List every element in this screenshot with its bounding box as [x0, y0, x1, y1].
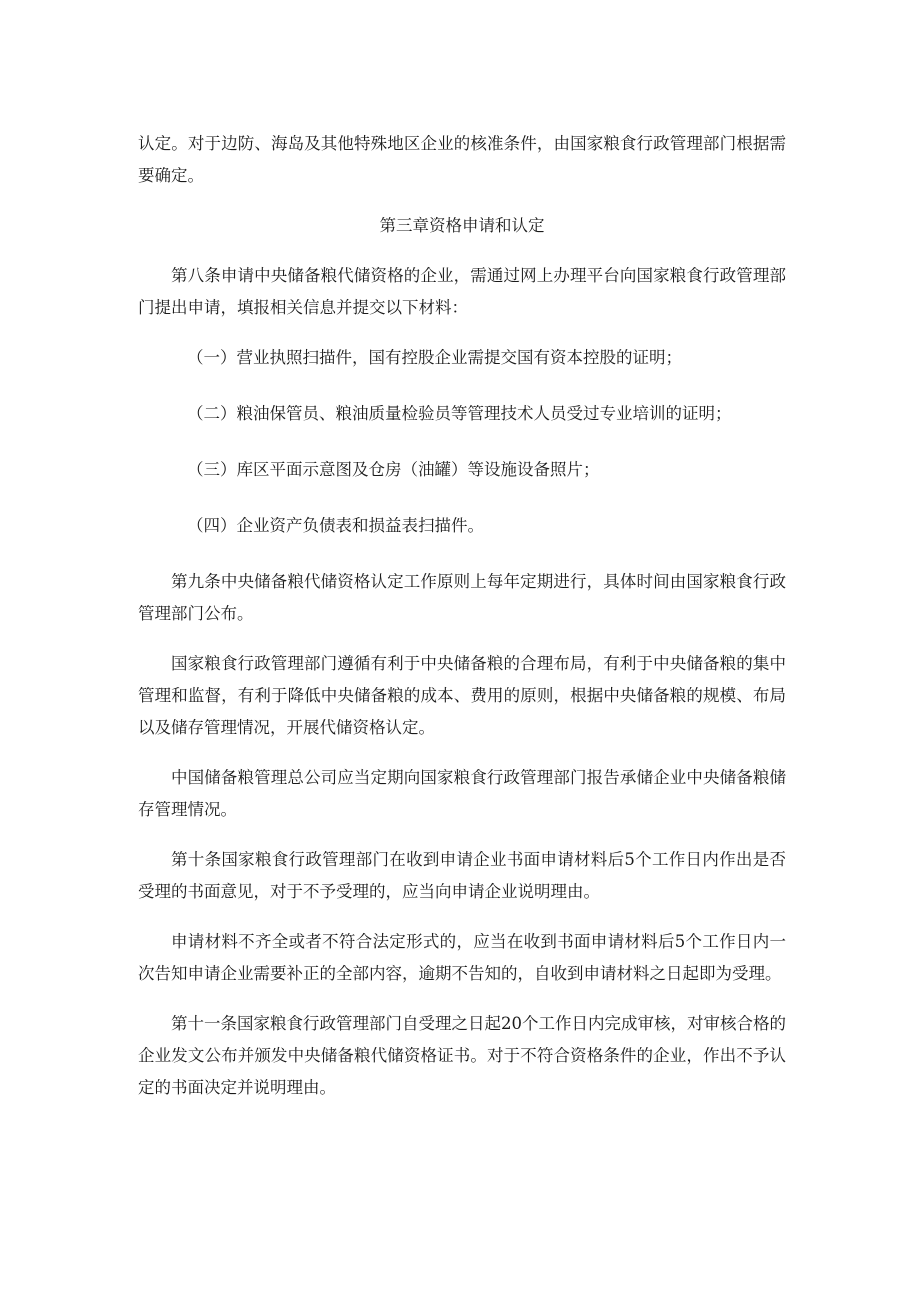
article-8-item-4: （四）企业资产负债表和损益表扫描件。	[187, 516, 484, 535]
article-9-paragraph-3: 中国储备粮管理总公司应当定期向国家粮食行政管理部门报告承储企业中央储备粮储存管理情况。	[138, 768, 786, 819]
article-11: 第十一条国家粮食行政管理部门自受理之日起20个工作日内完成审核，对审核合格的企业发文公布并颁发中央储备粮代储资格证书。对于不符合资格条件的企业，作出不予认定的书面决定并说明理由。	[138, 1014, 786, 1097]
article-8-item-2: （二）粮油保管员、粮油质量检验员等管理技术人员受过专业培训的证明；	[187, 404, 732, 423]
article-10-paragraph-2: 申请材料不齐全或者不符合法定形式的，应当在收到书面申请材料后5个工作日内一次告知申请企业需要补正的全部内容，逾期不告知的，自收到申请材料之日起即为受理。	[138, 932, 786, 983]
article-8-item-1: （一）营业执照扫描件，国有控股企业需提交国有资本控股的证明；	[187, 348, 682, 367]
article-8: 第八条申请中央储备粮代储资格的企业，需通过网上办理平台向国家粮食行政管理部门提出申请，填报相关信息并提交以下材料：	[138, 266, 786, 317]
paragraph-continued: 认定。对于边防、海岛及其他特殊地区企业的核准条件，由国家粮食行政管理部门根据需要确定。	[138, 134, 786, 185]
article-8-item-3: （三）库区平面示意图及仓房（油罐）等设施设备照片；	[187, 460, 600, 479]
document-page	[138, 128, 786, 1122]
article-9-paragraph-2: 国家粮食行政管理部门遵循有利于中央储备粮的合理布局，有利于中央储备粮的集中管理和监督，有利于降低中央储备粮的成本、费用的原则，根据中央储备粮的规模、布局以及储存管理情况，开展代储资格认定。	[138, 654, 786, 737]
article-10: 第十条国家粮食行政管理部门在收到申请企业书面申请材料后5个工作日内作出是否受理的书面意见，对于不予受理的，应当向申请企业说明理由。	[138, 850, 786, 901]
chapter-heading: 第三章资格申请和认定	[379, 216, 545, 235]
article-9: 第九条中央储备粮代储资格认定工作原则上每年定期进行，具体时间由国家粮食行政管理部门公布。	[138, 572, 786, 623]
